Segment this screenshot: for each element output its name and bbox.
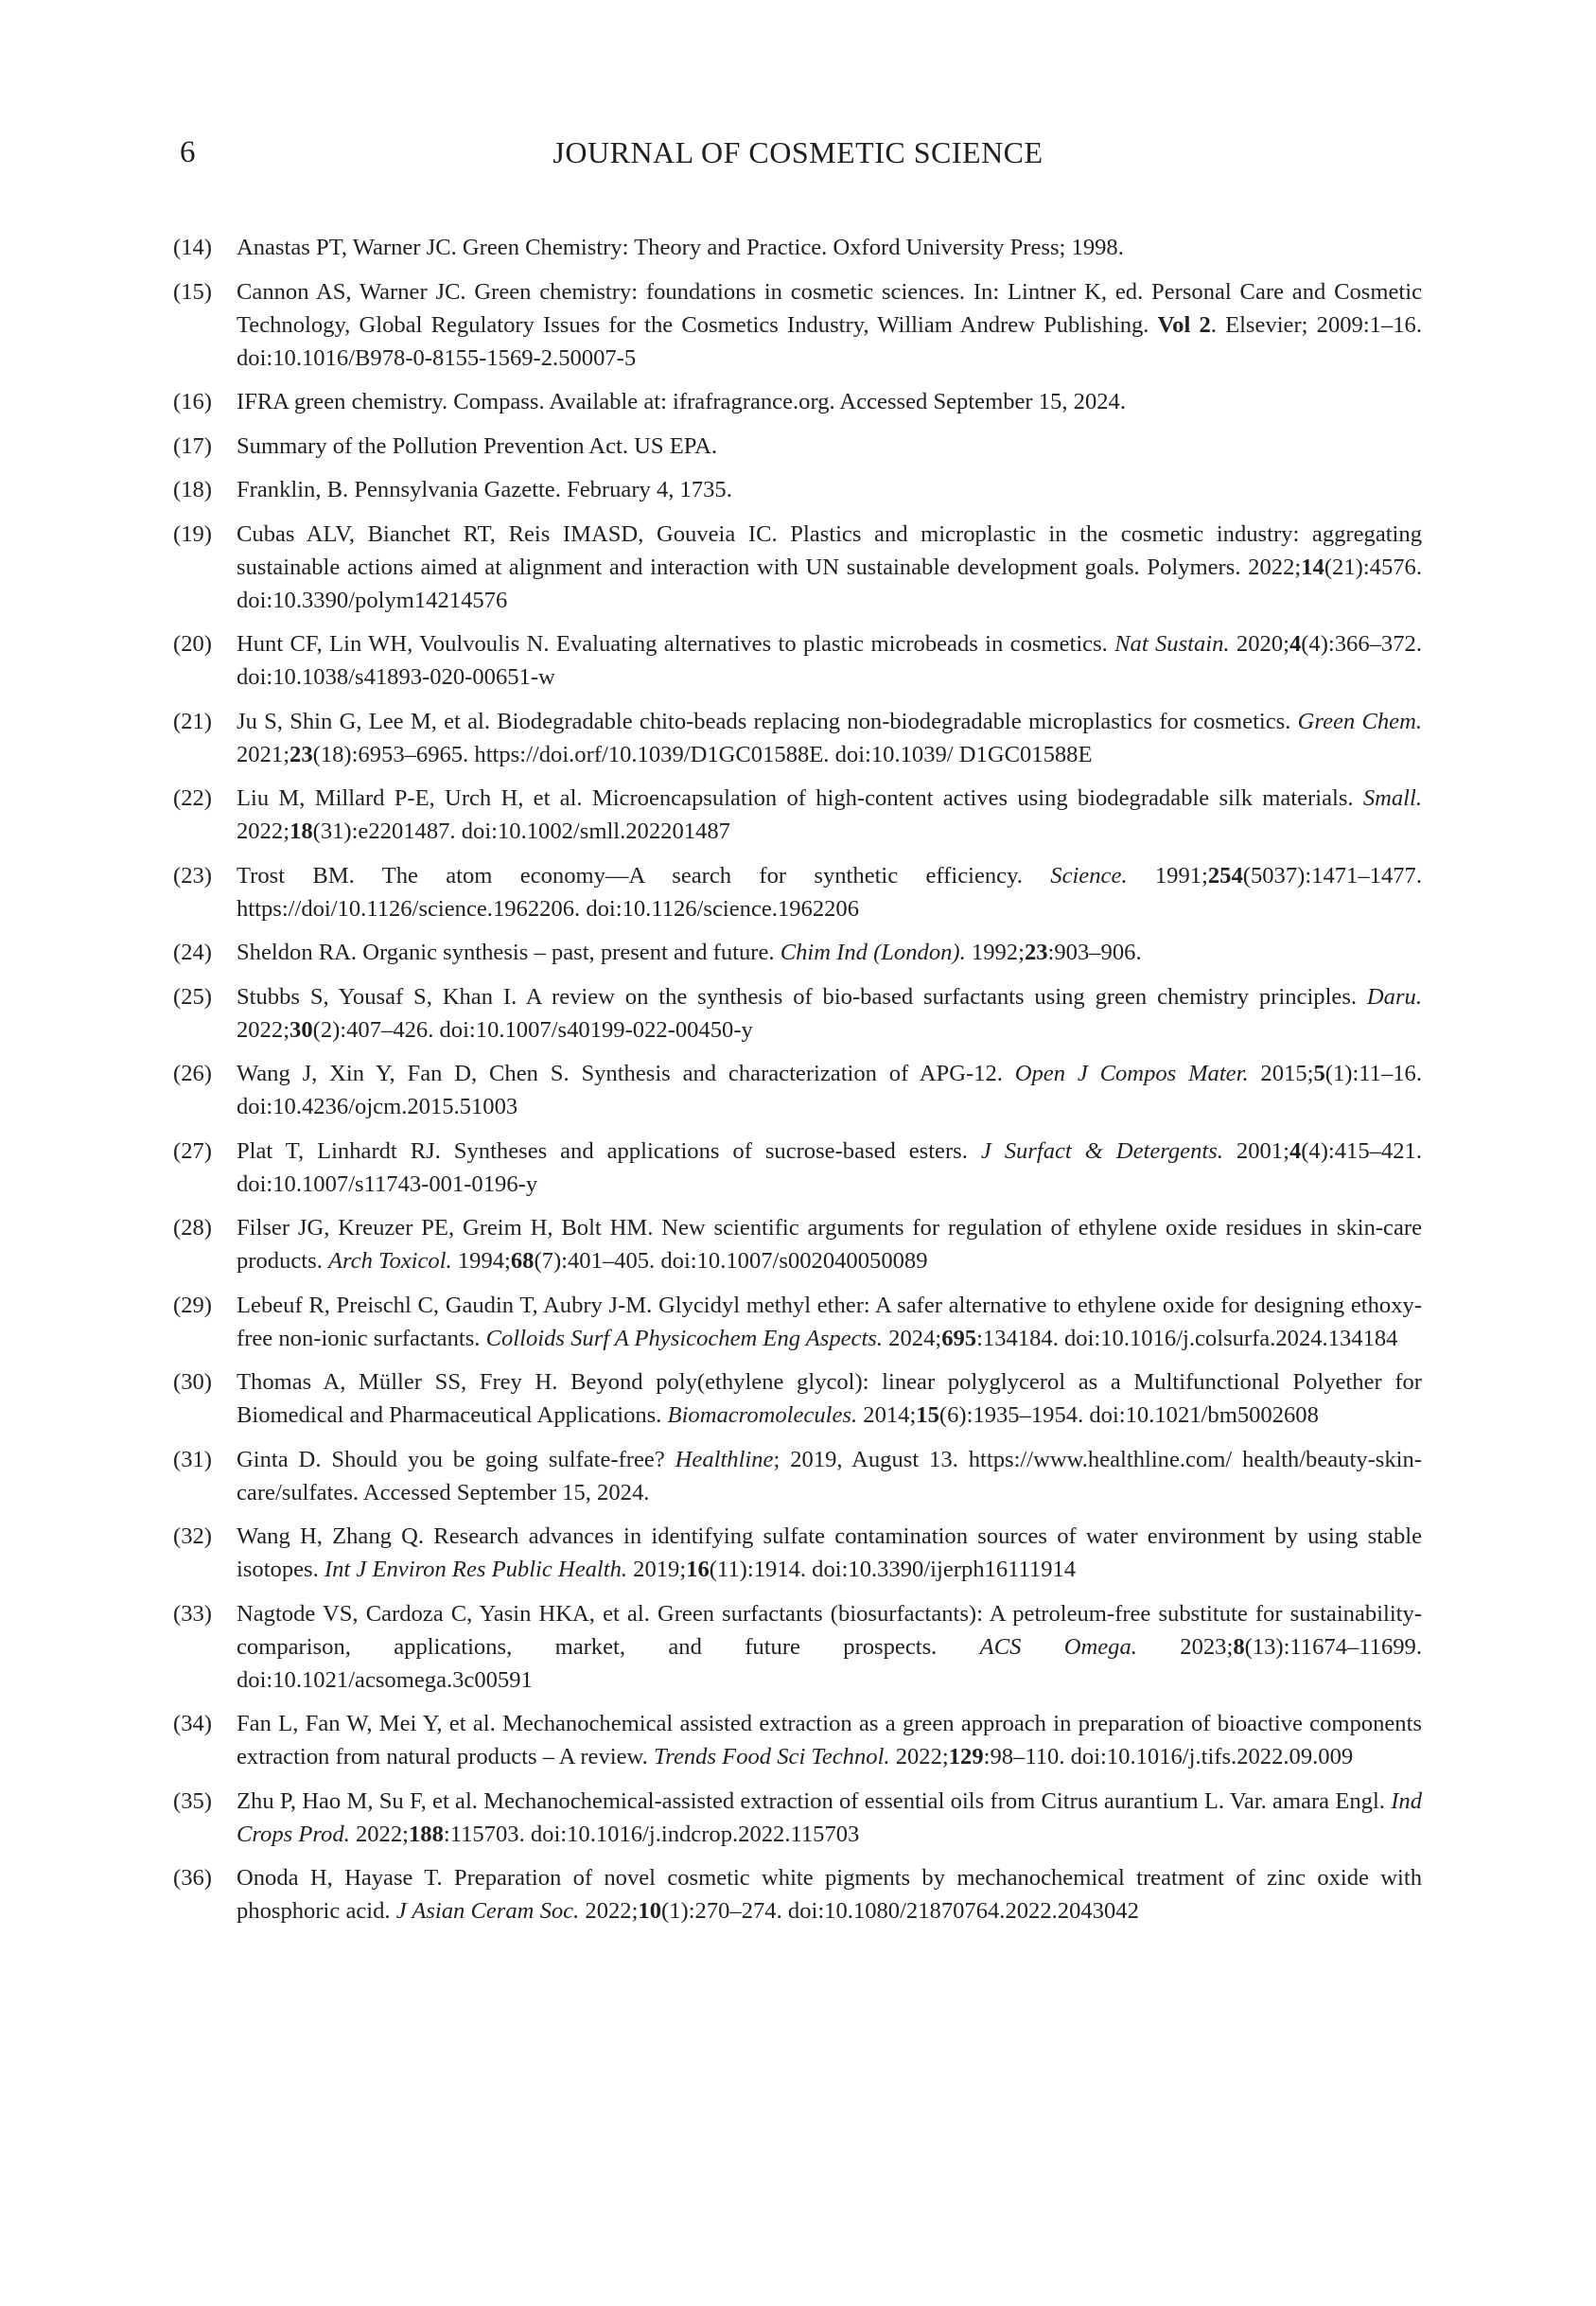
journal-name: Biomacromolecules. bbox=[667, 1402, 858, 1428]
reference-text-segment: (1):270–274. doi:10.1080/21870764.2022.2043042 bbox=[661, 1898, 1139, 1924]
reference-number: (34) bbox=[173, 1711, 212, 1736]
reference-text-segment: Filser JG, Kreuzer PE, Greim H, Bolt HM. New scientific arguments for regulation of ethylene oxide residues in skin-care products. bbox=[237, 1215, 1422, 1274]
reference-text-segment: 2022; bbox=[237, 1016, 290, 1043]
journal-name: Nat Sustain. bbox=[1114, 631, 1230, 657]
reference-number: (28) bbox=[173, 1215, 212, 1241]
reference-item bbox=[173, 859, 1422, 925]
reference-number: (33) bbox=[173, 1600, 212, 1627]
reference-number: (25) bbox=[173, 983, 212, 1010]
journal-name: Small. bbox=[1362, 785, 1422, 811]
volume-number: 4 bbox=[1289, 631, 1302, 657]
reference-text bbox=[237, 389, 1126, 414]
reference-number: (26) bbox=[173, 1061, 212, 1086]
reference-item bbox=[173, 1861, 1422, 1928]
reference-item bbox=[173, 430, 1422, 463]
reference-text bbox=[237, 1369, 1422, 1428]
reference-text bbox=[237, 235, 1124, 260]
reference-text bbox=[237, 709, 1422, 767]
reference-text-segment: Hunt CF, Lin WH, Voulvoulis N. Evaluating alternatives to plastic microbeads in cosmetics. bbox=[237, 631, 1115, 657]
reference-text bbox=[237, 1711, 1422, 1769]
reference-text-segment: Cubas ALV, Bianchet RT, Reis IMASD, Gouveia IC. Plastics and microplastic in the cosmetic industry: aggregating sustainable actions aimed at alignment and interaction with UN sustainable development goals. Polymers. 2022; bbox=[237, 520, 1422, 580]
journal-name: Ind Crops Prod. bbox=[237, 1787, 1422, 1847]
page-number: 6 bbox=[180, 135, 196, 169]
journal-name: Green Chem. bbox=[1297, 708, 1422, 734]
reference-text-segment: 2022; bbox=[237, 819, 290, 844]
reference-text-segment: (11):1914. doi:10.3390/ijerph16111914 bbox=[709, 1557, 1077, 1582]
reference-text-segment: Ginta D. Should you be going sulfate-free? bbox=[237, 1446, 675, 1472]
reference-text-segment: Franklin, B. Pennsylvania Gazette. February 4, 1735. bbox=[237, 477, 732, 502]
reference-text bbox=[237, 1293, 1422, 1351]
reference-text bbox=[237, 1601, 1422, 1693]
volume-number: 4 bbox=[1289, 1137, 1302, 1164]
reference-text-segment: (13):11674–11699. doi:10.1021/acsomega.3c00591 bbox=[237, 1633, 1423, 1693]
journal-name: Open J Compos Mater. bbox=[1014, 1061, 1249, 1086]
reference-number: (24) bbox=[173, 940, 212, 965]
reference-text-segment: 2022; bbox=[349, 1821, 409, 1847]
reference-text-segment: Ju S, Shin G, Lee M, et al. Biodegradable chito-beads replacing non-biodegradable microplastics for cosmetics. bbox=[237, 708, 1298, 734]
running-head-journal-title: JOURNAL OF COSMETIC SCIENCE bbox=[552, 135, 1044, 169]
reference-text-segment: (31):e2201487. doi:10.1002/smll.202201487 bbox=[312, 819, 730, 844]
reference-item bbox=[173, 1365, 1422, 1432]
volume-number: 15 bbox=[916, 1402, 939, 1428]
reference-text-segment: Anastas PT, Warner JC. Green Chemistry: Theory and Practice. Oxford University Press; 1998. bbox=[237, 235, 1124, 260]
reference-text-segment: 2023; bbox=[1136, 1633, 1234, 1660]
reference-item bbox=[173, 980, 1422, 1047]
reference-text-segment: Summary of the Pollution Prevention Act. US EPA. bbox=[237, 432, 718, 459]
reference-text-segment: 2021; bbox=[237, 741, 290, 767]
journal-name: Int J Environ Res Public Health. bbox=[324, 1557, 628, 1582]
reference-text-segment: Cannon AS, Warner JC. Green chemistry: foundations in cosmetic sciences. In: Lintner K, ed. Personal Care and Cosmetic Technology, Global Regulatory Issues for the Cosmetics Industry, William Andrew Publishing. bbox=[237, 278, 1422, 338]
reference-text-segment: 2022; bbox=[579, 1898, 639, 1924]
volume-number: 254 bbox=[1207, 862, 1243, 889]
reference-text bbox=[237, 984, 1422, 1043]
reference-number: (35) bbox=[173, 1787, 212, 1814]
reference-text bbox=[237, 631, 1422, 690]
reference-text-segment: 2019; bbox=[627, 1557, 687, 1582]
reference-text-segment: (6):1935–1954. doi:10.1021/bm5002608 bbox=[938, 1402, 1319, 1428]
reference-text-segment: ; 2019, August 13. https://www.healthline.com/ health/beauty-skin-care/sulfates. Accessed September 15, 2024. bbox=[237, 1446, 1422, 1505]
reference-text bbox=[237, 1788, 1422, 1847]
reference-text bbox=[237, 940, 1142, 965]
reference-text-segment: 2022; bbox=[889, 1744, 949, 1769]
reference-item bbox=[173, 518, 1422, 617]
reference-text bbox=[237, 477, 732, 502]
journal-name: J Asian Ceram Soc. bbox=[395, 1898, 580, 1924]
reference-number: (21) bbox=[173, 708, 212, 734]
reference-text-segment: 2001; bbox=[1222, 1137, 1289, 1164]
reference-number: (14) bbox=[173, 235, 212, 260]
reference-item bbox=[173, 1135, 1422, 1201]
reference-text-segment: Sheldon RA. Organic synthesis – past, present and future. bbox=[237, 940, 780, 965]
reference-number: (23) bbox=[173, 862, 212, 889]
page-header bbox=[0, 129, 1596, 176]
reference-number: (19) bbox=[173, 520, 212, 547]
reference-text-segment: (21):4576. doi:10.3390/polym14214576 bbox=[237, 554, 1422, 613]
reference-text-segment: Nagtode VS, Cardoza C, Yasin HKA, et al. Green surfactants (biosurfactants): A petroleum-free substitute for sustainability-comparison, applications, market, and future prospects. bbox=[237, 1600, 1422, 1660]
reference-list bbox=[173, 231, 1422, 1939]
volume-number: 129 bbox=[948, 1744, 984, 1769]
reference-text-segment: :903–906. bbox=[1047, 940, 1142, 965]
volume-number: 16 bbox=[686, 1557, 710, 1582]
reference-text-segment: :134184. doi:10.1016/j.colsurfa.2024.134184 bbox=[976, 1325, 1398, 1351]
volume-number: 188 bbox=[408, 1821, 444, 1847]
reference-text-segment: 1994; bbox=[451, 1248, 511, 1274]
reference-item bbox=[173, 1211, 1422, 1277]
volume-number: 14 bbox=[1301, 554, 1324, 580]
reference-text-segment: . Elsevier; 2009:1–16. doi:10.1016/B978-0-8155-1569-2.50007-5 bbox=[237, 311, 1423, 371]
reference-text-segment: (4):366–372. doi:10.1038/s41893-020-00651-w bbox=[237, 631, 1422, 690]
journal-name: Arch Toxicol. bbox=[328, 1248, 452, 1274]
reference-text bbox=[237, 433, 717, 459]
reference-item bbox=[173, 231, 1422, 264]
volume-number: 8 bbox=[1233, 1633, 1245, 1660]
reference-text-segment: (2):407–426. doi:10.1007/s40199-022-00450-y bbox=[312, 1016, 753, 1043]
reference-text-segment: :115703. doi:10.1016/j.indcrop.2022.115703 bbox=[443, 1821, 860, 1847]
reference-text-segment: 2020; bbox=[1229, 631, 1289, 657]
volume-number: 30 bbox=[289, 1016, 313, 1043]
journal-name: Science. bbox=[1050, 862, 1128, 889]
reference-item bbox=[173, 275, 1422, 375]
volume-number: 23 bbox=[1024, 940, 1048, 965]
journal-name: Healthline bbox=[675, 1446, 774, 1472]
reference-text-segment: 2024; bbox=[883, 1325, 942, 1351]
reference-item bbox=[173, 936, 1422, 969]
reference-number: (27) bbox=[173, 1137, 212, 1164]
reference-number: (20) bbox=[173, 631, 212, 657]
reference-item bbox=[173, 1443, 1422, 1509]
reference-number: (15) bbox=[173, 278, 212, 305]
reference-item bbox=[173, 473, 1422, 506]
reference-text-segment: (7):401–405. doi:10.1007/s002040050089 bbox=[534, 1248, 928, 1274]
volume-number: 695 bbox=[941, 1325, 977, 1351]
reference-item bbox=[173, 1597, 1422, 1697]
journal-name: Trends Food Sci Technol. bbox=[653, 1744, 890, 1769]
reference-text-segment: Thomas A, Müller SS, Frey H. Beyond poly(ethylene glycol): linear polyglycerol as a Multifunctional Polyether for Biomedical and Pharmaceutical Applications. bbox=[237, 1369, 1422, 1428]
reference-item bbox=[173, 627, 1422, 694]
volume-number: 68 bbox=[510, 1248, 535, 1274]
reference-text-segment: Onoda H, Hayase T. Preparation of novel cosmetic white pigments by mechanochemical treatment of zinc oxide with phosphoric acid. bbox=[237, 1865, 1422, 1924]
reference-text-segment: Wang J, Xin Y, Fan D, Chen S. Synthesis and characterization of APG-12. bbox=[237, 1061, 1015, 1086]
reference-number: (30) bbox=[173, 1369, 212, 1395]
reference-item bbox=[173, 782, 1422, 848]
volume-number: 18 bbox=[289, 819, 313, 844]
reference-item bbox=[173, 1057, 1422, 1123]
reference-item bbox=[173, 1520, 1422, 1586]
reference-number: (31) bbox=[173, 1446, 212, 1472]
journal-name: Daru. bbox=[1366, 983, 1422, 1010]
journal-name: ACS Omega. bbox=[979, 1633, 1137, 1660]
volume-number: 10 bbox=[638, 1898, 662, 1924]
reference-number: (16) bbox=[173, 389, 212, 414]
reference-text-segment: 2014; bbox=[857, 1402, 917, 1428]
reference-number: (29) bbox=[173, 1292, 212, 1318]
reference-item bbox=[173, 1289, 1422, 1355]
reference-text bbox=[237, 1061, 1422, 1119]
reference-text-segment: Plat T, Linhardt RJ. Syntheses and applications of sucrose-based esters. bbox=[237, 1137, 981, 1164]
reference-text-segment: :98–110. doi:10.1016/j.tifs.2022.09.009 bbox=[983, 1744, 1354, 1769]
journal-name: Chim Ind (London). bbox=[780, 940, 966, 965]
reference-number: (18) bbox=[173, 477, 212, 502]
reference-number: (32) bbox=[173, 1523, 212, 1549]
reference-number: (22) bbox=[173, 785, 212, 811]
reference-text-segment: Wang H, Zhang Q. Research advances in identifying sulfate contamination sources of water environment by using stable isotopes. bbox=[237, 1523, 1422, 1582]
reference-text-segment: (5037):1471–1477. https://doi/10.1126/science.1962206. doi:10.1126/science.1962206 bbox=[237, 862, 1422, 922]
reference-text-segment: (18):6953–6965. https://doi.orf/10.1039/D1GC01588E. doi:10.1039/ D1GC01588E bbox=[312, 741, 1093, 767]
reference-text-segment: Zhu P, Hao M, Su F, et al. Mechanochemical-assisted extraction of essential oils from Citrus aurantium L. Var. amara Engl. bbox=[237, 1787, 1392, 1814]
reference-item bbox=[173, 1707, 1422, 1773]
reference-text-segment: Stubbs S, Yousaf S, Khan I. A review on the synthesis of bio-based surfactants using green chemistry principles. bbox=[237, 983, 1367, 1010]
reference-text-segment: Trost BM. The atom economy—A search for synthetic efficiency. bbox=[237, 862, 1051, 889]
reference-text bbox=[237, 1138, 1422, 1197]
reference-text-segment: (4):415–421. doi:10.1007/s11743-001-0196-y bbox=[237, 1137, 1422, 1197]
reference-text-segment: IFRA green chemistry. Compass. Available at: ifrafragrance.org. Accessed September 15, 2024. bbox=[237, 389, 1126, 414]
reference-item bbox=[173, 385, 1422, 418]
reference-text-segment: 2015; bbox=[1248, 1061, 1314, 1086]
reference-text bbox=[237, 1447, 1422, 1505]
reference-number: (36) bbox=[173, 1865, 212, 1891]
volume-number: 5 bbox=[1313, 1061, 1325, 1086]
reference-text bbox=[237, 279, 1422, 371]
reference-text-segment: 1991; bbox=[1127, 862, 1208, 889]
reference-text-segment: Lebeuf R, Preischl C, Gaudin T, Aubry J-M. Glycidyl methyl ether: A safer alternative to ethylene oxide for designing ethoxy-free non-ionic surfactants. bbox=[237, 1292, 1422, 1351]
reference-text-segment: Fan L, Fan W, Mei Y, et al. Mechanochemical assisted extraction as a green approach in preparation of bioactive components extraction from natural products – A review. bbox=[237, 1711, 1422, 1769]
reference-text bbox=[237, 1523, 1422, 1582]
reference-text-segment: (1):11–16. doi:10.4236/ojcm.2015.51003 bbox=[237, 1061, 1422, 1119]
reference-text bbox=[237, 1865, 1422, 1924]
reference-text bbox=[237, 863, 1422, 922]
reference-item bbox=[173, 1785, 1422, 1851]
reference-text bbox=[237, 785, 1422, 844]
reference-text-segment: Liu M, Millard P-E, Urch H, et al. Microencapsulation of high-content actives using biodegradable silk materials. bbox=[237, 785, 1363, 811]
journal-name: J Surfact & Detergents. bbox=[980, 1137, 1223, 1164]
reference-text-segment: 1992; bbox=[965, 940, 1025, 965]
reference-text bbox=[237, 1215, 1422, 1274]
volume-number: 23 bbox=[289, 741, 313, 767]
volume-number: Vol 2 bbox=[1157, 311, 1211, 338]
journal-name: Colloids Surf A Physicochem Eng Aspects. bbox=[485, 1325, 884, 1351]
reference-text bbox=[237, 521, 1422, 613]
reference-number: (17) bbox=[173, 432, 212, 459]
reference-item bbox=[173, 705, 1422, 771]
